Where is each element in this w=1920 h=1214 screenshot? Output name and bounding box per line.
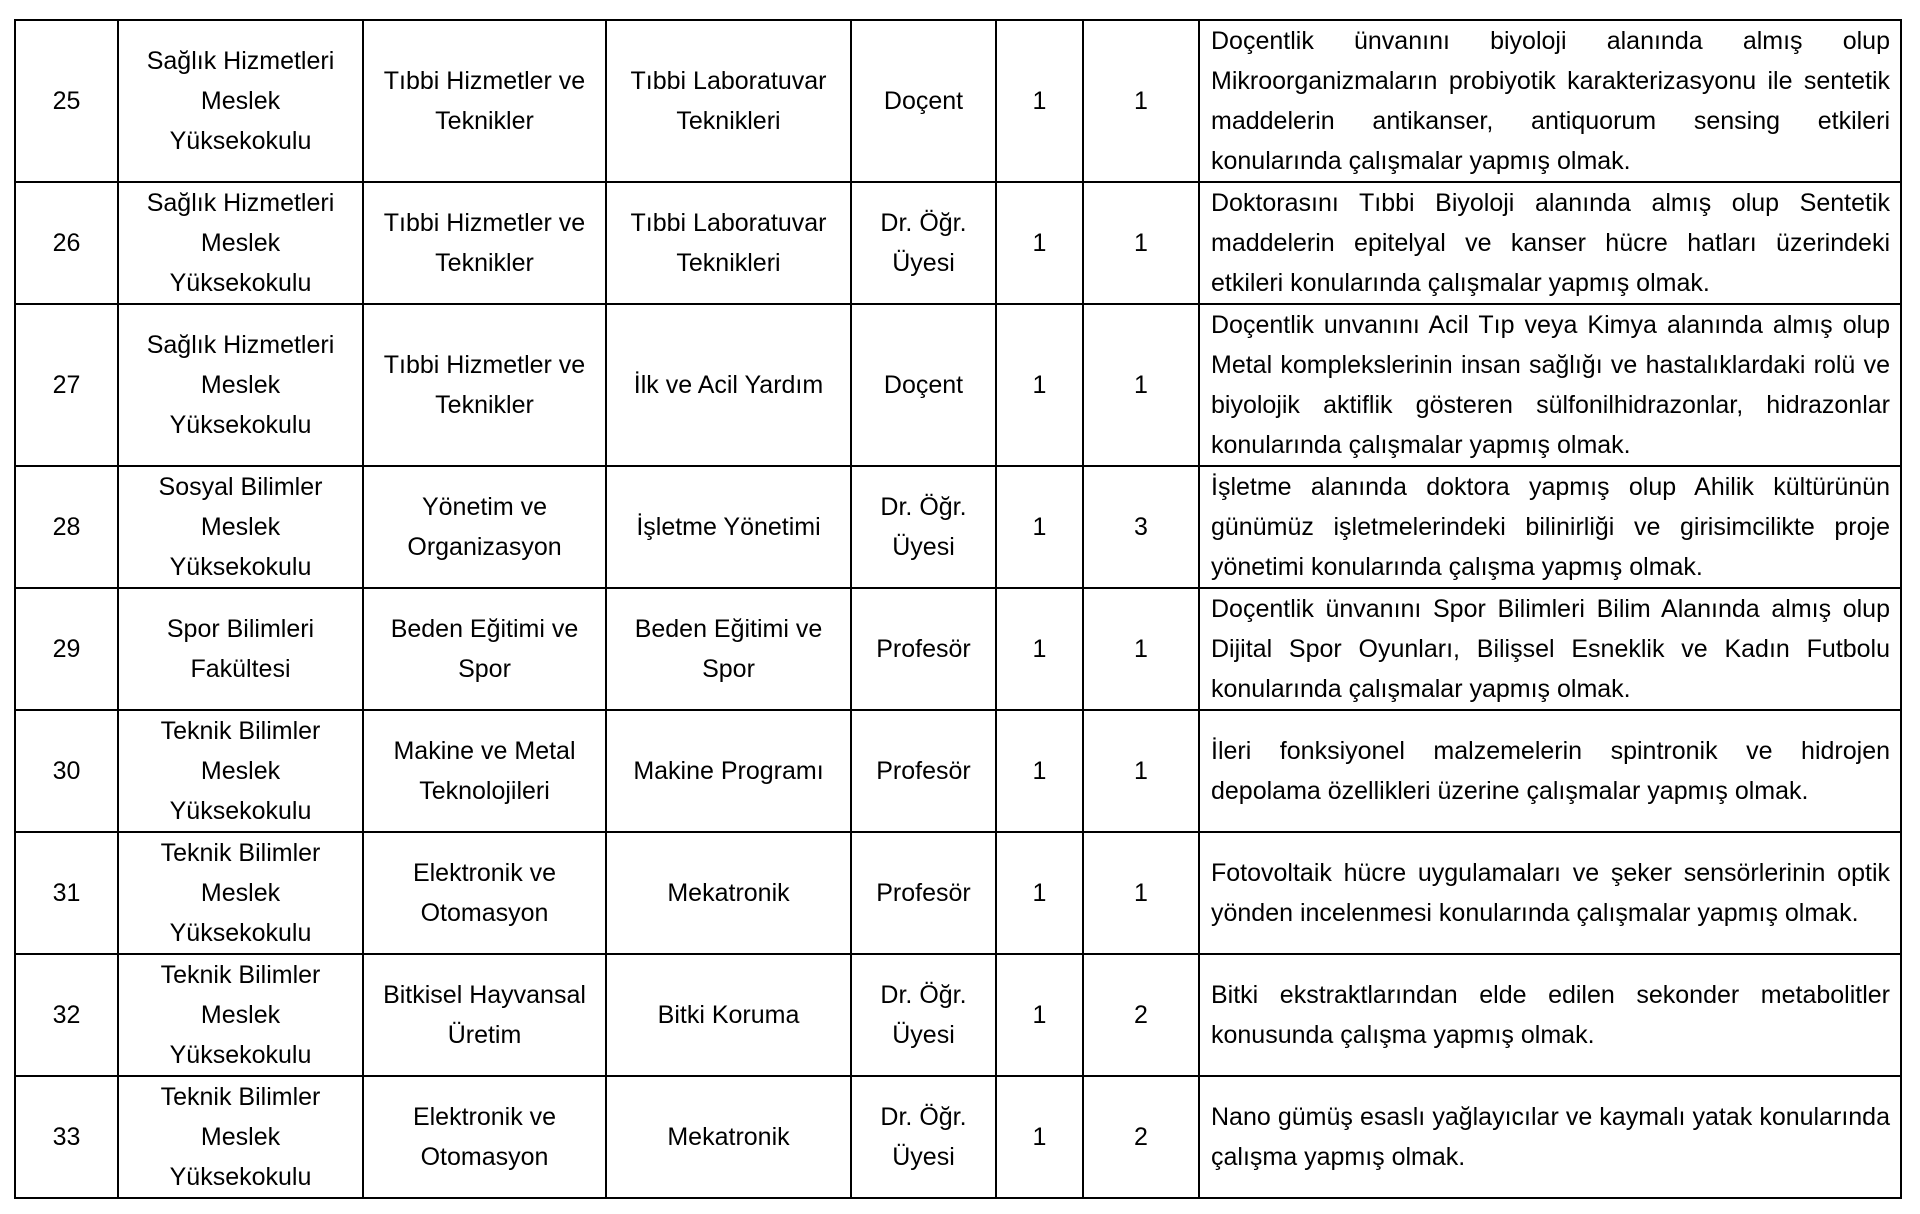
requirement-cell: Doçentlik ünvanını Spor Bilimleri Bilim Alanında almış olup Dijital Spor Oyunları, Bilişsel Esneklik ve Kadın Futbolu konularında çalışmalar yapmış olmak.: [1199, 588, 1901, 710]
table-row: [15, 304, 1901, 466]
department-cell: Yönetim ve Organizasyon: [363, 466, 606, 588]
count-cell: 1: [996, 710, 1083, 832]
department-cell: Elektronik ve Otomasyon: [363, 832, 606, 954]
department-cell: Bitkisel Hayvansal Üretim: [363, 954, 606, 1076]
program-cell: Mekatronik: [606, 1076, 851, 1198]
table-row: [15, 710, 1901, 832]
requirement-cell: Doçentlik ünvanını biyoloji alanında almış olup Mikroorganizmaların probiyotik karakterizasyonu ile sentetik maddelerin antikanser, antiquorum sensing etkileri konularında çalışmalar yapmış olmak.: [1199, 20, 1901, 182]
count-cell: 1: [996, 588, 1083, 710]
department-cell: Tıbbi Hizmetler ve Teknikler: [363, 304, 606, 466]
table-row: [15, 954, 1901, 1076]
count-cell: 1: [996, 304, 1083, 466]
unit-cell: Sağlık Hizmetleri Meslek Yüksekokulu: [118, 182, 363, 304]
title-cell: Dr. Öğr. Üyesi: [851, 954, 996, 1076]
table-row: [15, 466, 1901, 588]
requirement-cell: Doktorasını Tıbbi Biyoloji alanında almış olup Sentetik maddelerin epitelyal ve kanser hücre hatları üzerindeki etkileri konularında çalışmalar yapmış olmak.: [1199, 182, 1901, 304]
title-cell: Doçent: [851, 304, 996, 466]
count-cell: 1: [1083, 588, 1199, 710]
unit-cell: Teknik Bilimler Meslek Yüksekokulu: [118, 954, 363, 1076]
unit-cell: Teknik Bilimler Meslek Yüksekokulu: [118, 832, 363, 954]
title-cell: Profesör: [851, 710, 996, 832]
count-cell: 1: [1083, 182, 1199, 304]
count-cell: 3: [1083, 466, 1199, 588]
row-number: 28: [15, 466, 118, 588]
requirement-cell: İleri fonksiyonel malzemelerin spintronik ve hidrojen depolama özellikleri üzerine çalışmalar yapmış olmak.: [1199, 710, 1901, 832]
title-cell: Doçent: [851, 20, 996, 182]
row-number: 26: [15, 182, 118, 304]
row-number: 30: [15, 710, 118, 832]
count-cell: 1: [1083, 832, 1199, 954]
department-cell: Beden Eğitimi ve Spor: [363, 588, 606, 710]
row-number: 27: [15, 304, 118, 466]
title-cell: Profesör: [851, 832, 996, 954]
program-cell: İlk ve Acil Yardım: [606, 304, 851, 466]
table-row: [15, 20, 1901, 182]
title-cell: Dr. Öğr. Üyesi: [851, 466, 996, 588]
count-cell: 1: [996, 832, 1083, 954]
program-cell: Tıbbi Laboratuvar Teknikleri: [606, 182, 851, 304]
count-cell: 2: [1083, 1076, 1199, 1198]
count-cell: 1: [996, 466, 1083, 588]
unit-cell: Spor Bilimleri Fakültesi: [118, 588, 363, 710]
program-cell: Mekatronik: [606, 832, 851, 954]
program-cell: Makine Programı: [606, 710, 851, 832]
row-number: 32: [15, 954, 118, 1076]
requirement-cell: Fotovoltaik hücre uygulamaları ve şeker sensörlerinin optik yönden incelenmesi konularında çalışmalar yapmış olmak.: [1199, 832, 1901, 954]
unit-cell: Sağlık Hizmetleri Meslek Yüksekokulu: [118, 304, 363, 466]
requirement-cell: İşletme alanında doktora yapmış olup Ahilik kültürünün günümüz işletmelerindeki bilinirliği ve girisimcilikte proje yönetimi konularında çalışma yapmış olmak.: [1199, 466, 1901, 588]
title-cell: Dr. Öğr. Üyesi: [851, 182, 996, 304]
count-cell: 2: [1083, 954, 1199, 1076]
title-cell: Dr. Öğr. Üyesi: [851, 1076, 996, 1198]
program-cell: Bitki Koruma: [606, 954, 851, 1076]
program-cell: Beden Eğitimi ve Spor: [606, 588, 851, 710]
requirement-cell: Doçentlik unvanını Acil Tıp veya Kimya alanında almış olup Metal komplekslerinin insan sağlığı ve hastalıklardaki rolü ve biyolojik aktiflik gösteren sülfonilhidrazonlar, hidrazonlar konularında çalışmalar yapmış olmak.: [1199, 304, 1901, 466]
requirement-cell: Nano gümüş esaslı yağlayıcılar ve kaymalı yatak konularında çalışma yapmış olmak.: [1199, 1076, 1901, 1198]
row-number: 31: [15, 832, 118, 954]
department-cell: Tıbbi Hizmetler ve Teknikler: [363, 20, 606, 182]
unit-cell: Sağlık Hizmetleri Meslek Yüksekokulu: [118, 20, 363, 182]
table-row: [15, 1076, 1901, 1198]
department-cell: Tıbbi Hizmetler ve Teknikler: [363, 182, 606, 304]
count-cell: 1: [996, 20, 1083, 182]
unit-cell: Sosyal Bilimler Meslek Yüksekokulu: [118, 466, 363, 588]
count-cell: 1: [1083, 710, 1199, 832]
title-cell: Profesör: [851, 588, 996, 710]
count-cell: 1: [1083, 304, 1199, 466]
requirement-cell: Bitki ekstraktlarından elde edilen sekonder metabolitler konusunda çalışma yapmış olmak.: [1199, 954, 1901, 1076]
department-cell: Makine ve Metal Teknolojileri: [363, 710, 606, 832]
count-cell: 1: [996, 1076, 1083, 1198]
count-cell: 1: [996, 954, 1083, 1076]
unit-cell: Teknik Bilimler Meslek Yüksekokulu: [118, 1076, 363, 1198]
count-cell: 1: [996, 182, 1083, 304]
count-cell: 1: [1083, 20, 1199, 182]
unit-cell: Teknik Bilimler Meslek Yüksekokulu: [118, 710, 363, 832]
table-row: [15, 182, 1901, 304]
department-cell: Elektronik ve Otomasyon: [363, 1076, 606, 1198]
table-row: [15, 588, 1901, 710]
program-cell: Tıbbi Laboratuvar Teknikleri: [606, 20, 851, 182]
row-number: 25: [15, 20, 118, 182]
row-number: 33: [15, 1076, 118, 1198]
table-row: [15, 832, 1901, 954]
row-number: 29: [15, 588, 118, 710]
program-cell: İşletme Yönetimi: [606, 466, 851, 588]
positions-table: [14, 19, 1902, 1199]
